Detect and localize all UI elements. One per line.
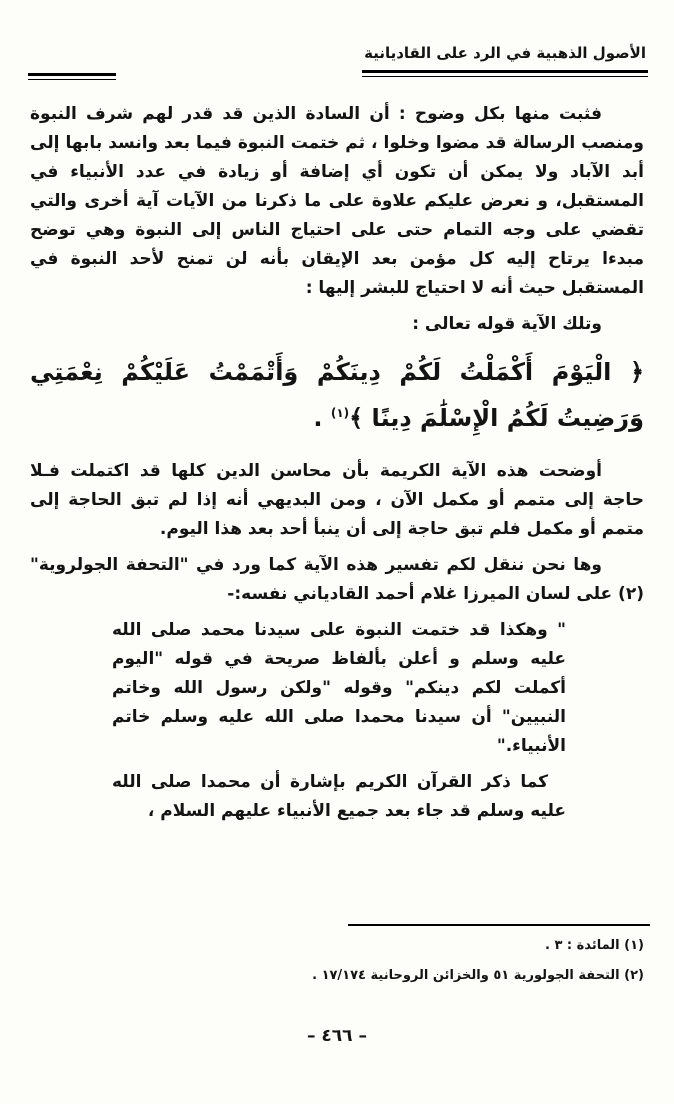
paragraph-tafsir-intro: وها نحن ننقل لكم تفسير هذه الآية كما ورد في "التحفة الجولروية" (٢) على لسان الميرزا غلام أحمد القادياني نفسه:- [30,555,644,604]
paragraph-verse-lead: وتلك الآية قوله تعالى : [412,314,602,334]
header-rule-left [28,73,116,80]
header-rule-right [362,70,648,77]
page-number: – ٤٦٦ – [307,1026,367,1046]
quran-verse [30,349,644,441]
quote-block: " وهكذا قد ختمت النبوة على سيدنا محمد صلى الله عليه وسلم و أعلن بألفاظ صريحة في قوله "اليوم أكملت لكم دينكم" وقوله "ولكن رسول الله وخاتم النبيين" أن سيدنا محمدا صلى الله عليه وسلم خاتم الأنبياء." [112,620,566,756]
verse-footnote-marker: (١) [330,406,350,420]
footnote-divider [348,924,650,926]
quran-verse-text: ﴿ الْيَوْمَ أَكْمَلْتُ لَكُمْ دِينَكُمْ وَأَتْمَمْتُ عَلَيْكُمْ نِعْمَتِي وَرَضِيتُ لَكُمُ الْإِسْلَٰمَ دِينًا ﴾ [30,358,644,432]
paragraph-continuation: كما ذكر القرآن الكريم بإشارة أن محمدا صلى الله عليه وسلم قد جاء بعد جميع الأنبياء عليهم السلام ، [112,772,566,821]
verse-period: . [313,404,331,432]
header-title: الأصول الذهبية في الرد على القاديانية [364,44,646,62]
footnote-1: (١) المائدة : ٣ . [544,938,644,953]
paragraph-intro: فثبت منها بكل وضوح : أن السادة الذين قد قدر لهم شرف النبوة ومنصب الرسالة قد مضوا وخلوا ، ثم ختمت النبوة فيما بعد وانسد بابها إلى أبد الآباد ولا يمكن أن تكون أي إضافة أو زيادة في عدد الأنبياء في المستقبل، و نعرض عليكم علاوة على ما ذكرنا من الآيات آية أخرى والتي تقضي على وجه التمام حتى على احتياج الناس إلى النبوة وهي توضح مبدءا يرتاح إليه كل مؤمن بعد الإيقان بأنه لن تمنح لأحد النبوة في المستقبل حيث أنه لا احتياج للبشر إليها : [30,104,644,298]
paragraph-explanation: أوضحت هذه الآية الكريمة بأن محاسن الدين كلها قد اكتملت فـلا حاجة إلى متمم أو مكمل الآن ، ومن البديهي أنه إذا لم تبق الحاجة إلى متمم أو مكمل فلم تبق حاجة إلى أن ينبأ أحد بعد هذا اليوم. [30,461,644,539]
footnote-2: (٢) التحفة الجولورية ٥١ والخزائن الروحانية ١٧/١٧٤ . [312,968,644,983]
page-body [30,100,644,833]
